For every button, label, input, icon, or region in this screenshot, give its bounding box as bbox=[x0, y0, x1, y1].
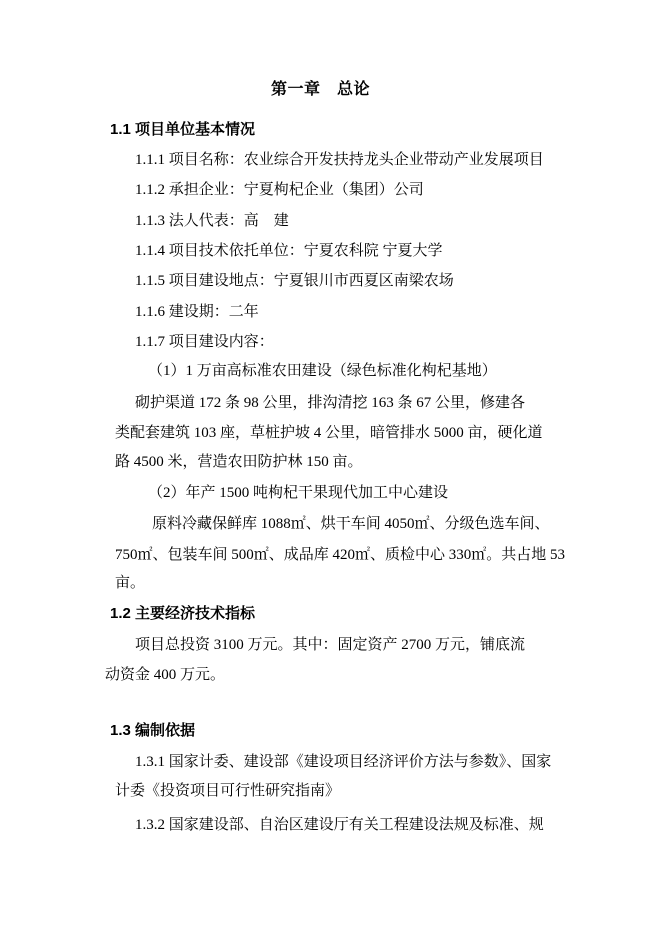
item-construction-period: 1.1.6 建设期：二年 bbox=[135, 304, 259, 320]
item-technical-support-units: 1.1.4 项目技术依托单位：宁夏农科院 宁夏大学 bbox=[135, 243, 443, 259]
subitem-farmland-construction: （1）1 万亩高标准农田建设（绿色标准化枸杞基地） bbox=[148, 363, 497, 379]
item-legal-representative: 1.1.3 法人代表：高 建 bbox=[135, 213, 289, 229]
farmland-detail-line: 砌护渠道 172 条 98 公里，排沟清挖 163 条 67 公里，修建各 bbox=[135, 395, 526, 411]
item-construction-content: 1.1.7 项目建设内容： bbox=[135, 334, 274, 350]
item-basis-1-3-2: 1.3.2 国家建设部、自治区建设厅有关工程建设法规及标准、规 bbox=[135, 817, 544, 833]
investment-text-line: 动资金 400 万元。 bbox=[105, 667, 226, 683]
investment-text-line: 项目总投资 3100 万元。其中：固定资产 2700 万元，铺底流 bbox=[135, 637, 526, 653]
subitem-processing-center: （2）年产 1500 吨枸杞干果现代加工中心建设 bbox=[148, 485, 449, 501]
item-construction-location: 1.1.5 项目建设地点：宁夏银川市西夏区南梁农场 bbox=[135, 273, 454, 289]
item-undertaking-enterprise: 1.1.2 承担企业：宁夏枸杞企业（集团）公司 bbox=[135, 182, 424, 198]
farmland-detail-line: 类配套建筑 103 座，草桩护坡 4 公里，暗管排水 5000 亩，硬化道 bbox=[115, 425, 543, 441]
basis-continuation-line: 计委《投资项目可行性研究指南》 bbox=[115, 783, 341, 799]
farmland-detail-line: 路 4500 米，营造农田防护林 150 亩。 bbox=[115, 454, 363, 470]
section-heading-1-3: 1.3 编制依据 bbox=[110, 722, 196, 739]
item-project-name: 1.1.1 项目名称：农业综合开发扶持龙头企业带动产业发展项目 bbox=[135, 152, 544, 168]
processing-detail-line: 亩。 bbox=[115, 575, 146, 591]
item-basis-1-3-1: 1.3.1 国家计委、建设部《建设项目经济评价方法与参数》、国家 bbox=[135, 754, 552, 770]
processing-detail-line: 750㎡、包装车间 500㎡、成品库 420㎡、质检中心 330㎡。共占地 53 bbox=[115, 547, 566, 563]
chapter-title: 第一章 总论 bbox=[271, 81, 371, 98]
section-heading-1-2: 1.2 主要经济技术指标 bbox=[110, 605, 256, 622]
processing-detail-line: 原料冷藏保鲜库 1088㎡、烘干车间 4050㎡、分级色选车间、 bbox=[152, 516, 550, 532]
section-heading-1-1: 1.1 项目单位基本情况 bbox=[110, 121, 256, 138]
